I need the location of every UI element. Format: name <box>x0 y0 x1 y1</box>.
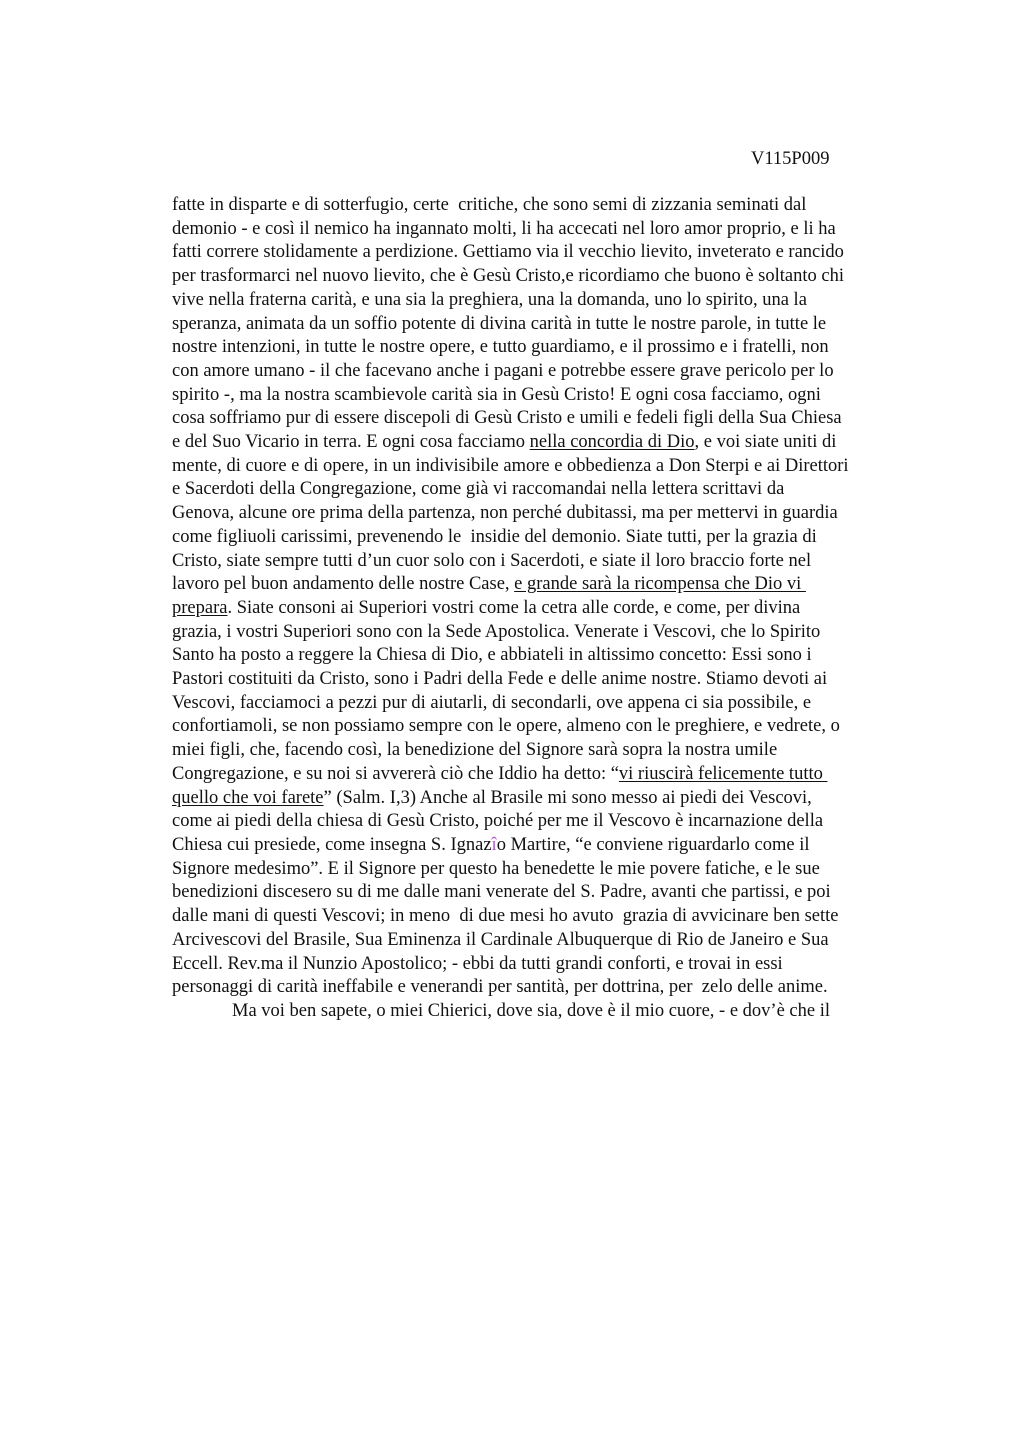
text-line <box>172 313 932 337</box>
text-line <box>172 407 932 431</box>
text-segment: Santo ha posto a reggere la Chiesa di Dio, e abbiateli in altissimo concetto: Essi sono i <box>172 645 812 666</box>
text-segment: fatte in disparte e di sotterfugio, certe critiche, che sono semi di zizzania seminati dal <box>172 195 807 215</box>
text-segment: Signore medesimo”. E il Signore per questo ha benedette le mie povere fatiche, e le sue <box>172 858 820 879</box>
text-segment: come ai piedi della chiesa di Gesù Cristo, poiché per me il Vescovo è incarnazione della <box>172 811 824 832</box>
text-segment: ” (Salm. I,3) Anche al Brasile mi sono messo ai piedi dei Vescovi, <box>323 787 812 808</box>
text-segment: grazia, i vostri Superiori sono con la Sede Apostolica. Venerate i Vescovi, che lo Spirito <box>172 621 821 642</box>
text-line <box>172 478 932 502</box>
letter-body-text <box>172 194 932 1024</box>
text-line <box>172 692 932 716</box>
text-segment: Genova, alcune ore prima della partenza, non perché dubitassi, ma per mettervi in guardia <box>172 503 838 524</box>
text-line <box>172 976 932 1000</box>
text-segment: Cristo, siate sempre tutti d’un cuor solo con i Sacerdoti, e siate il loro braccio forte nel <box>172 550 812 571</box>
text-line <box>172 739 932 763</box>
text-line <box>172 265 932 289</box>
text-line <box>172 550 932 574</box>
text-line <box>172 241 932 265</box>
text-line <box>172 644 932 668</box>
text-segment: mente, di cuore e di opere, in un indivisibile amore e obbedienza a Don Sterpi e ai Direttori <box>172 455 849 476</box>
text-segment: per trasformarci nel nuovo lievito, che è Gesù Cristo,e ricordiamo che buono è soltanto chi <box>172 266 844 287</box>
text-line <box>172 502 932 526</box>
text-segment: dalle mani di questi Vescovi; in meno di due mesi ho avuto grazia di avvicinare ben sette <box>172 906 839 927</box>
underlined-phrase: quello che voi farete <box>172 787 324 808</box>
text-line <box>172 289 932 313</box>
text-segment: come figliuoli carissimi, prevenendo le insidie del demonio. Siate tutti, per la grazia di <box>172 526 817 547</box>
text-line <box>172 384 932 408</box>
text-line <box>172 573 932 597</box>
text-segment: demonio - e così il nemico ha ingannato molti, li ha accecati nel loro amor proprio, e li ha <box>172 218 836 239</box>
text-segment: lavoro pel buon andamento delle nostre Case, <box>172 574 515 595</box>
text-segment: Eccell. Rev.ma il Nunzio Apostolico; - ebbi da tutti grandi conforti, e trovai in essi <box>172 953 783 974</box>
text-line <box>172 810 932 834</box>
text-segment: vive nella fraterna carità, e una sia la preghiera, una la domanda, uno lo spirito, una la <box>172 289 807 310</box>
text-segment: e Sacerdoti della Congregazione, come già vi raccomandai nella lettera scrittavi da <box>172 479 785 500</box>
text-segment: spirito -, ma la nostra scambievole carità sia in Gesù Cristo! E ogni cosa facciamo, ogni <box>172 384 821 405</box>
text-segment: e del Suo Vicario in terra. E ogni cosa facciamo <box>172 432 530 453</box>
underlined-phrase: prepara <box>172 597 228 618</box>
text-segment: o Martire, “e conviene riguardarlo come il <box>496 834 810 855</box>
text-line <box>172 763 932 787</box>
text-segment: Congregazione, e su noi si avvererà ciò che Iddio ha detto: “ <box>172 763 619 784</box>
text-line <box>172 834 932 858</box>
text-line <box>172 455 932 479</box>
text-segment: personaggi di carità ineffabile e venerandi per santità, per dottrina, per zelo delle anime. <box>172 977 828 998</box>
page-reference: V115P009 <box>751 149 830 169</box>
text-segment: benedizioni discesero su di me dalle mani venerate del S. Padre, avanti che partissi, e poi <box>172 882 831 903</box>
text-line <box>172 218 932 242</box>
text-line <box>172 953 932 977</box>
highlighted-character: î <box>491 834 497 855</box>
text-line <box>172 194 932 218</box>
underlined-phrase: vi riuscirà felicemente tutto <box>618 763 828 784</box>
text-line <box>172 668 932 692</box>
text-line <box>172 526 932 550</box>
text-line <box>172 597 932 621</box>
text-line <box>172 715 932 739</box>
text-line <box>172 787 932 811</box>
text-segment: miei figli, che, facendo così, la benedizione del Signore sarà sopra la nostra umile <box>172 740 778 761</box>
text-segment: speranza, animata da un soffio potente di divina carità in tutte le nostre parole, in tutte le <box>172 313 827 334</box>
text-segment: fatti correre stolidamente a perdizione. Gettiamo via il vecchio lievito, inveterato e rancido <box>172 242 844 263</box>
text-segment: Chiesa cui presiede, come insegna S. Ignaz <box>172 834 492 855</box>
text-line <box>172 621 932 645</box>
text-line <box>172 858 932 882</box>
text-line <box>172 1000 932 1024</box>
text-segment: nostre intenzioni, in tutte le nostre opere, e tutto guardiamo, e il prossimo e i fratelli, non <box>172 337 829 358</box>
text-segment: Vescovi, facciamoci a pezzi pur di aiutarli, di secondarli, ove appena ci sia possibile, e <box>172 692 812 713</box>
text-line <box>172 431 932 455</box>
text-segment: cosa soffriamo pur di essere discepoli di Gesù Cristo e umili e fedeli figli della Sua Chiesa <box>172 408 842 429</box>
text-segment: . Siate consoni ai Superiori vostri come la cetra alle corde, e come, per divina <box>227 597 801 618</box>
text-segment: , e voi siate uniti di <box>694 432 837 453</box>
text-line <box>172 360 932 384</box>
text-line <box>172 905 932 929</box>
text-segment: Ma voi ben sapete, o miei Chierici, dove sia, dove è il mio cuore, - e dov’è che il <box>232 1000 830 1021</box>
text-line <box>172 929 932 953</box>
underlined-phrase: e grande sarà la ricompensa che Dio vi <box>514 574 806 595</box>
underlined-phrase: nella concordia di Dio <box>529 432 695 453</box>
text-segment: confortiamoli, se non possiamo sempre con le opere, almeno con le preghiere, e vedrete, o <box>172 716 840 737</box>
text-segment: con amore umano - il che facevano anche i pagani e potrebbe essere grave pericolo per lo <box>172 360 834 381</box>
text-segment: Pastori costituiti da Cristo, sono i Padri della Fede e delle anime nostre. Stiamo devoti ai <box>172 669 828 690</box>
text-line <box>172 881 932 905</box>
text-line <box>172 336 932 360</box>
text-segment: Arcivescovi del Brasile, Sua Eminenza il Cardinale Albuquerque di Rio de Janeiro e Sua <box>172 929 829 950</box>
